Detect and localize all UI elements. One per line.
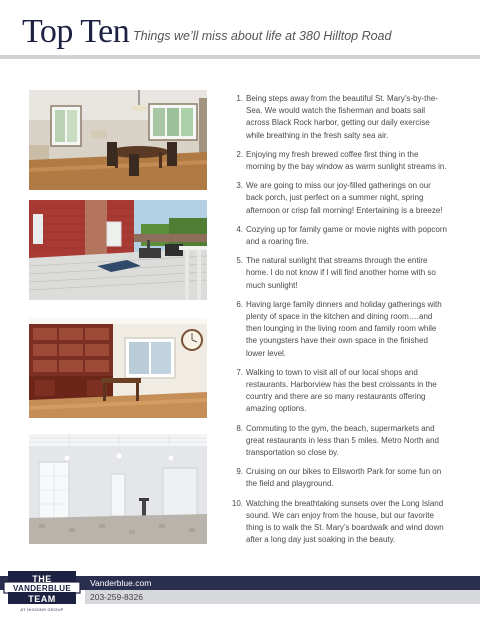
- logo-line-vanderblue: VANDERBLUE: [13, 584, 71, 593]
- finished-basement-photo: [29, 434, 207, 544]
- list-item-text: Watching the breathtaking sunsets over the Long Island sound. We can enjoy from the house, but our favorite thing is to walk the St. Mary’s boardwalk and wind down after a long day just soaking in the beauty.: [246, 498, 444, 545]
- dining-room-photo: [29, 90, 207, 190]
- list-item: [225, 255, 447, 292]
- footer-bar-secondary: [85, 590, 480, 604]
- list-item: [225, 149, 447, 173]
- list-item-text: We are going to miss our joy-filled gatherings on our back porch, just perfect on a summer night, spring afternoon or crisp fall morning! Entertaining is a breeze!: [246, 181, 443, 215]
- list-item-number: 1.: [236, 94, 243, 103]
- list-item-number: 4.: [236, 224, 243, 234]
- list-item-text: Being steps away from the beautiful St. Mary’s-by-the-Sea. We would watch the fisherman and boats sail across Black Rock harbor, getting our daily exercise while breathing in the fresh salty sea air.: [246, 94, 438, 140]
- list-item-text: The natural sunlight that streams through the entire home. I do not know if I will find another home with so much sunlight!: [246, 256, 436, 290]
- list-item-number: 2.: [236, 149, 243, 159]
- list-item: [225, 498, 447, 547]
- list-item-text: Commuting to the gym, the beach, supermarkets and great restaurants in less than 5 miles. Metro North and transportation so close by.: [246, 423, 439, 458]
- list-item: [225, 224, 447, 248]
- list-item-number: 9.: [236, 467, 243, 477]
- list-item-number: 3.: [236, 181, 243, 191]
- page-subtitle: Things we’ll miss about life at 380 Hilltop Road: [133, 29, 392, 43]
- phone-number: 203-259-8326: [90, 592, 143, 602]
- list-item-text: Cozying up for family game or movie nights with popcorn and a roaring fire.: [246, 224, 447, 247]
- list-item-text: Enjoying my fresh brewed coffee first thing in the morning by the bay window as warm sunlight streams in.: [246, 149, 447, 172]
- logo-line-higgins: AT HIGGINS GROUP: [20, 607, 64, 612]
- list-item: [225, 466, 447, 490]
- page-title: Top Ten: [22, 13, 130, 50]
- list-item: [225, 180, 447, 217]
- list-item-number: 8.: [236, 423, 243, 433]
- back-porch-photo: [29, 200, 207, 300]
- header-divider: [0, 55, 480, 59]
- list-item-text: Cruising on our bikes to Ellsworth Park for some fun on the field and playground.: [246, 467, 442, 489]
- page-header: [0, 0, 480, 60]
- list-item-number: 10.: [231, 498, 243, 508]
- list-item-text: Walking to town to visit all of our local shops and restaurants. Harborview has the best croissants in the country and there are so many restaurants offering amazing options.: [246, 367, 437, 414]
- list-item-number: 7.: [236, 367, 243, 377]
- list-item-number: 5.: [236, 256, 243, 266]
- family-room-photo: [29, 318, 207, 418]
- top-ten-list: [225, 93, 447, 554]
- list-item: [225, 299, 447, 360]
- list-item: [225, 93, 447, 142]
- vanderblue-team-logo: [2, 570, 82, 616]
- list-item: [225, 367, 447, 416]
- logo-line-team: TEAM: [28, 594, 56, 604]
- list-item-text: Having large family dinners and holiday gatherings with plenty of space in the kitchen and dining room….and then lounging in the living room and family room while the youngsters have their own space in the finished lower level.: [246, 299, 442, 358]
- list-item-number: 6.: [236, 299, 243, 309]
- website-link[interactable]: Vanderblue.com: [90, 578, 152, 588]
- list-item: [225, 423, 447, 460]
- logo-line-the: THE: [32, 574, 52, 584]
